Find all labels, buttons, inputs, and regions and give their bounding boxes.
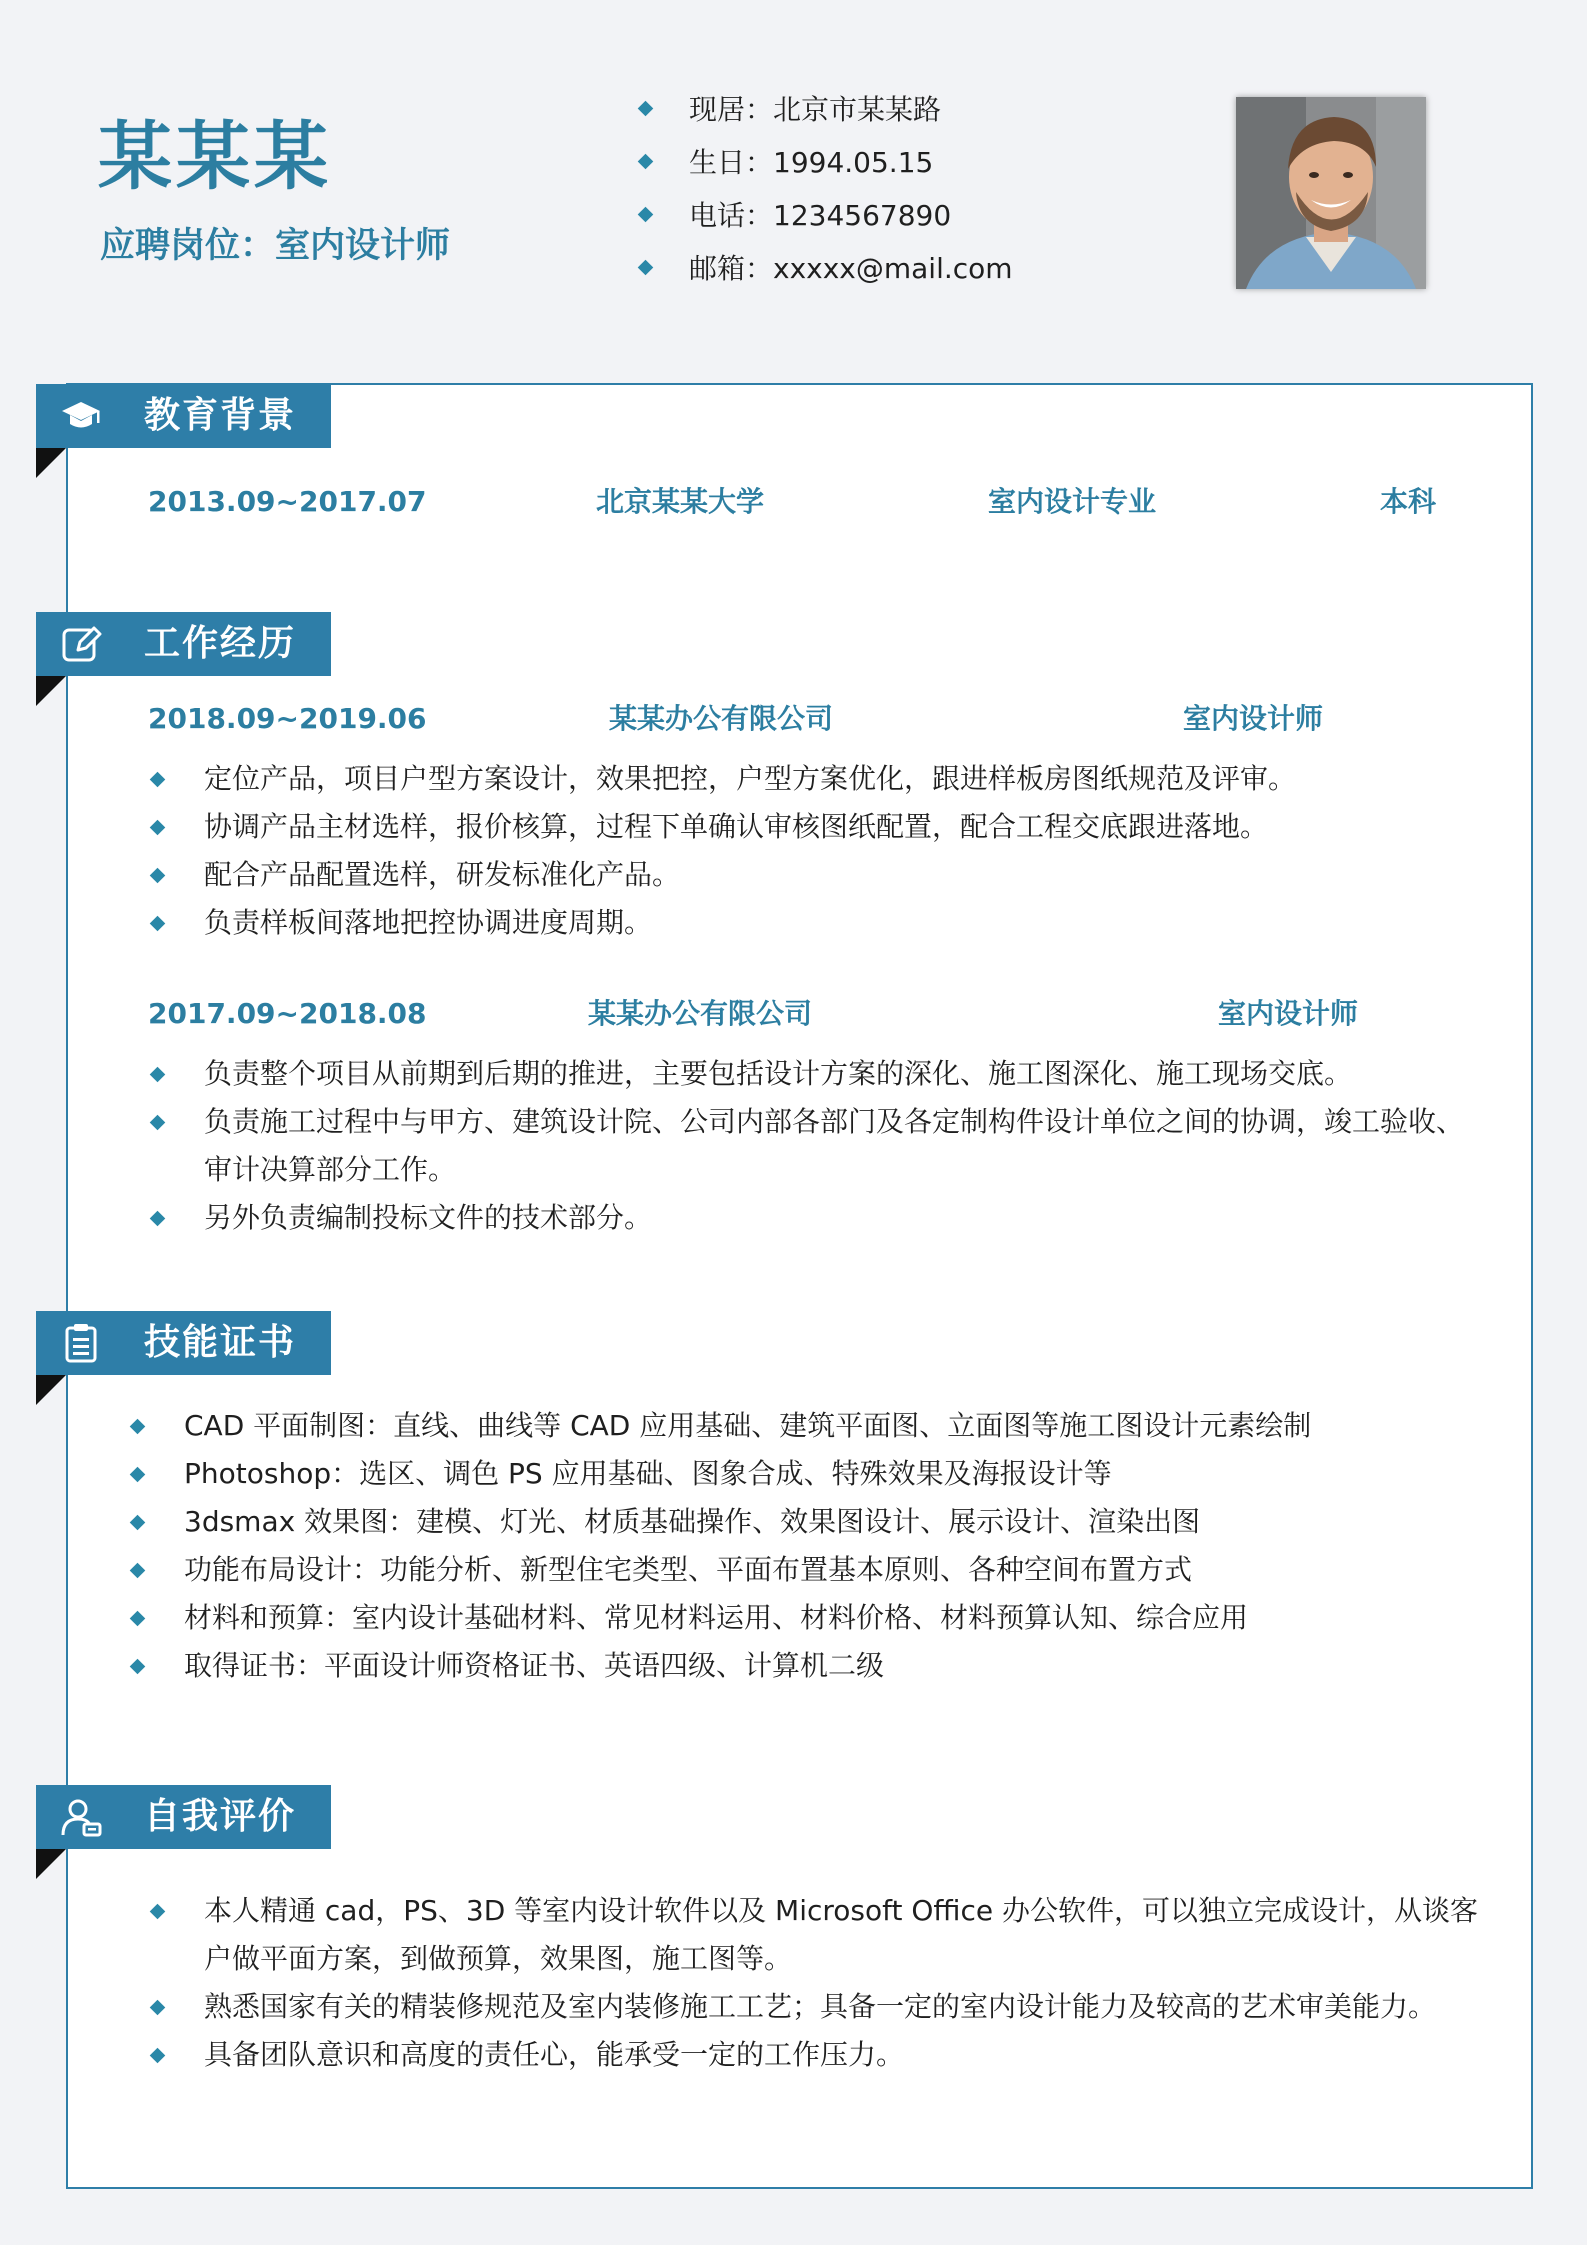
job-period: 2017.09~2018.08 [148, 997, 427, 1030]
diamond-bullet-icon [638, 153, 654, 169]
contact-address-text: 现居：北京市某某路 [689, 93, 942, 126]
education-school: 北京某某大学 [596, 485, 765, 518]
job-role: 室内设计师 [1218, 997, 1359, 1030]
list-item-text: 具备团队意识和高度的责任心，能承受一定的工作压力。 [204, 2038, 905, 2071]
contact-email [640, 249, 1060, 289]
contact-address [640, 90, 1060, 130]
diamond-bullet-icon [638, 100, 654, 116]
list-item-text: CAD 平面制图：直线、曲线等 CAD 应用基础、建筑平面图、立面图等施工图设计元素绘制 [184, 1409, 1312, 1442]
job-role: 室内设计师 [1183, 702, 1324, 735]
education-period: 2013.09~2017.07 [148, 485, 427, 518]
section-header-skills [36, 1311, 331, 1375]
education-degree: 本科 [1380, 485, 1437, 518]
ribbon-fold [36, 448, 66, 478]
section-title-work: 工作经历 [144, 623, 297, 664]
section-title-skills: 技能证书 [144, 1322, 297, 1363]
list-item-text: 功能布局设计：功能分析、新型住宅类型、平面布置基本原则、各种空间布置方式 [184, 1553, 1193, 1586]
diamond-bullet-icon [638, 206, 654, 222]
diamond-bullet-icon [638, 259, 654, 275]
contact-birthday [640, 143, 1060, 183]
list-item-text: 3dsmax 效果图：建模、灯光、材质基础操作、效果图设计、展示设计、渲染出图 [184, 1505, 1201, 1538]
graduation-cap-icon [60, 396, 102, 436]
job-company: 某某办公有限公司 [609, 702, 834, 735]
contact-phone [640, 196, 1060, 236]
list-item-text: Photoshop：选区、调色 PS 应用基础、图象合成、特殊效果及海报设计等 [184, 1457, 1112, 1490]
profile-photo [1236, 97, 1426, 289]
list-item-text: 另外负责编制投标文件的技术部分。 [204, 1201, 653, 1234]
list-item-text: 负责施工过程中与甲方、建筑设计院、公司内部各部门及各定制构件设计单位之间的协调，竣工验收、审计决算部分工作。 [204, 1105, 1465, 1186]
section-title-self: 自我评价 [144, 1796, 297, 1837]
list-item-text: 定位产品，项目户型方案设计，效果把控，户型方案优化，跟进样板房图纸规范及评审。 [204, 762, 1297, 795]
edit-icon [60, 624, 102, 664]
list-item-text: 负责整个项目从前期到后期的推进，主要包括设计方案的深化、施工图深化、施工现场交底。 [204, 1057, 1353, 1090]
contact-email-text: 邮箱：xxxxx@mail.com [689, 252, 1013, 285]
contact-phone-text: 电话：1234567890 [689, 199, 952, 232]
ribbon-fold [36, 1849, 66, 1879]
list-item-text: 协调产品主材选样，报价核算，过程下单确认审核图纸配置，配合工程交底跟进落地。 [204, 810, 1269, 843]
user-card-icon [60, 1797, 102, 1837]
section-header-work [36, 612, 331, 676]
contact-birthday-text: 生日：1994.05.15 [689, 146, 934, 179]
job-company: 某某办公有限公司 [588, 997, 813, 1030]
list-item-text: 本人精通 cad，PS、3D 等室内设计软件以及 Microsoft Office 办公软件，可以独立完成设计，从谈客户做平面方案，到做预算，效果图，施工图等。 [204, 1894, 1479, 1975]
list-item-text: 取得证书：平面设计师资格证书、英语四级、计算机二级 [184, 1649, 885, 1682]
list-item-text: 配合产品配置选样，研发标准化产品。 [204, 858, 681, 891]
applied-position: 应聘岗位：室内设计师 [100, 226, 451, 266]
job-period: 2018.09~2019.06 [148, 702, 427, 735]
list-item-text: 熟悉国家有关的精装修规范及室内装修施工工艺；具备一定的室内设计能力及较高的艺术审美能力。 [204, 1990, 1437, 2023]
candidate-name: 某某某 [98, 114, 332, 200]
list-item-text: 负责样板间落地把控协调进度周期。 [204, 906, 653, 939]
clipboard-icon [60, 1323, 102, 1363]
ribbon-fold [36, 676, 66, 706]
ribbon-fold [36, 1375, 66, 1405]
list-item-text: 材料和预算：室内设计基础材料、常见材料运用、材料价格、材料预算认知、综合应用 [184, 1601, 1249, 1634]
section-title-education: 教育背景 [144, 395, 297, 436]
education-major: 室内设计专业 [988, 485, 1157, 518]
section-header-education [36, 384, 331, 448]
section-header-self [36, 1785, 331, 1849]
